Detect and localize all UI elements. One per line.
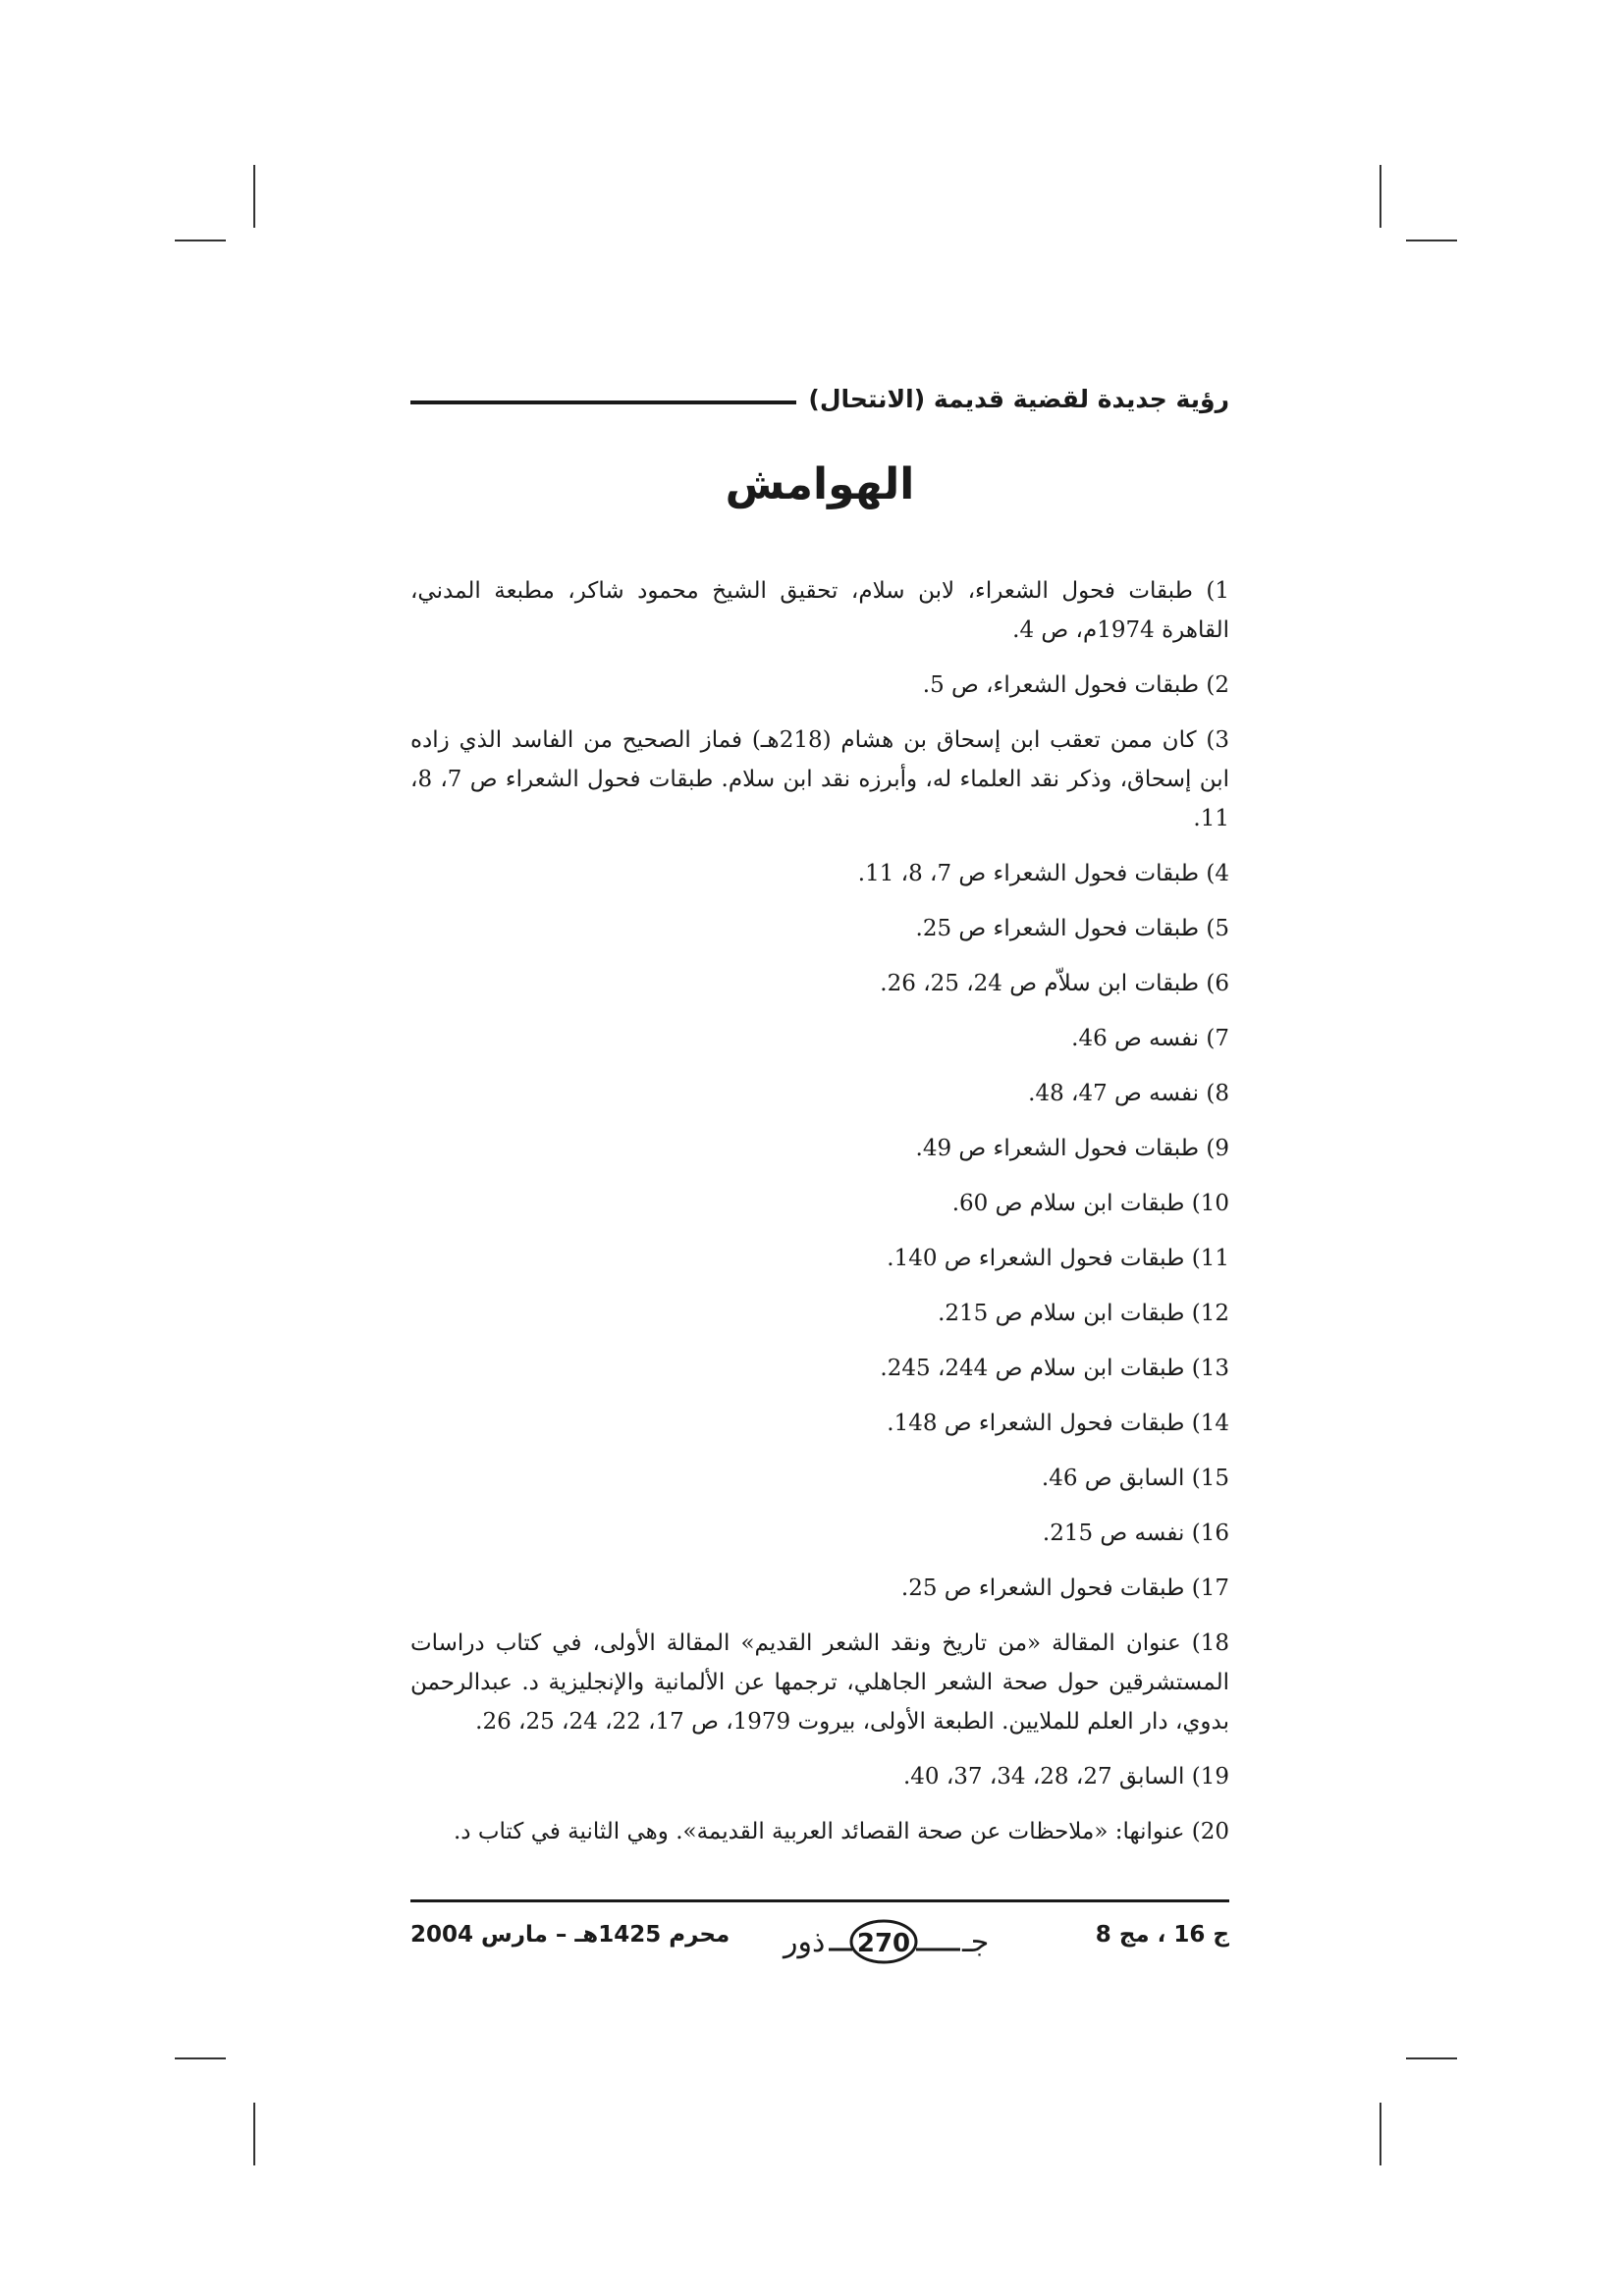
footnote-text: طبقات ابن سلام ص 244، 245. [880,1356,1185,1381]
footnote-item [410,571,1229,650]
footnote-item [410,964,1229,1003]
footnote-text: نفسه ص 47، 48. [1028,1081,1200,1106]
footnote-text: طبقات فحول الشعراء، ص 5. [922,672,1200,698]
journal-logo-right-text: جـ [962,1925,990,1959]
footnote-text: نفسه ص 215. [1042,1521,1185,1546]
footnote-number: 2) [1206,672,1229,698]
footnote-number: 19) [1191,1764,1229,1789]
footnote-text: طبقات فحول الشعراء ص 25. [915,916,1200,941]
footnote-text: طبقات فحول الشعراء ص 140. [887,1246,1185,1271]
footnote-number: 8) [1206,1081,1229,1106]
footnote-number: 12) [1191,1301,1229,1326]
footnote-item [410,666,1229,705]
footnote-item [410,1757,1229,1796]
journal-logo-left-text: ذور [784,1925,826,1959]
footnote-item [410,1184,1229,1223]
footnote-text: السابق ص 46. [1041,1466,1185,1491]
footnote-number: 1) [1206,578,1229,604]
footnote-item [410,1459,1229,1498]
footnote-text: عنوان المقالة «من تاريخ ونقد الشعر القديم» المقالة الأولى، في كتاب دراسات المستشرقين حول صحة الشعر الجاهلي، ترجمها عن الألمانية والإنجليزية د. عبدالرحمن بدوي، دار العلم للملايين. الطبعة الأولى، بيروت 1979، ص 17، 22، 24، 25، 26. [410,1630,1229,1735]
footnote-number: 6) [1206,971,1229,996]
running-head-title: رؤية جديدة لقضية قديمة (الانتحال) [808,384,1229,413]
footnote-text: السابق 27، 28، 34، 37، 40. [902,1764,1185,1789]
crop-mark-top-left-vertical [253,165,255,228]
footnote-text: طبقات فحول الشعراء، لابن سلام، تحقيق الشيخ محمود شاكر، مطبعة المدني، القاهرة 1974م، ص 4. [410,578,1229,643]
footnote-number: 17) [1191,1575,1229,1601]
footnote-text: كان ممن تعقب ابن إسحاق بن هشام (218هـ) فماز الصحيح من الفاسد الذي زاده ابن إسحاق، وذكر نقد العلماء له، وأبرزه نقد ابن سلام. طبقات فحول الشعراء ص 7، 8، 11. [410,727,1230,831]
footnote-item [410,1404,1229,1443]
footnote-number: 20) [1191,1819,1229,1844]
crop-mark-top-left-horizontal [175,240,226,241]
footnote-text: طبقات ابن سلاّم ص 24، 25، 26. [880,971,1200,996]
footnote-text: نفسه ص 46. [1071,1026,1200,1051]
crop-mark-bottom-left-horizontal [175,2057,226,2059]
footnote-item [410,1074,1229,1113]
footnote-item [410,721,1229,838]
footnote-text: طبقات فحول الشعراء ص 7، 8، 11. [857,861,1200,886]
footnote-item [410,1129,1229,1168]
footnote-number: 10) [1191,1191,1229,1216]
footnote-number: 14) [1191,1411,1229,1436]
footnote-item [410,909,1229,948]
footnote-number: 16) [1191,1521,1229,1546]
footnote-item [410,1239,1229,1278]
running-head-rule [410,400,796,404]
publication-date: محرم 1425هـ – مارس 2004 [410,1922,730,1948]
footnote-number: 11) [1191,1246,1229,1271]
footnote-item [410,1514,1229,1553]
footnote-number: 15) [1191,1466,1229,1491]
footnote-item [410,1019,1229,1058]
footnote-item [410,1624,1229,1741]
footnote-item [410,1294,1229,1333]
crop-mark-top-right-vertical [1380,165,1381,228]
issue-volume: ج 16 ، مج 8 [1095,1922,1229,1948]
footnote-number: 5) [1206,916,1229,941]
crop-mark-bottom-left-vertical [253,2103,255,2165]
footnote-number: 18) [1191,1630,1230,1656]
footnote-number: 4) [1206,861,1229,886]
footnote-number: 9) [1206,1136,1229,1161]
footnote-item [410,1812,1229,1851]
journal-logo [764,1914,1000,1969]
footnote-text: طبقات ابن سلام ص 60. [951,1191,1185,1216]
crop-mark-top-right-horizontal [1406,240,1457,241]
footnote-text: طبقات فحول الشعراء ص 148. [887,1411,1185,1436]
footnote-text: طبقات ابن سلام ص 215. [938,1301,1185,1326]
footnote-text: عنوانها: «ملاحظات عن صحة القصائد العربية القديمة». وهي الثانية في كتاب د. [453,1819,1185,1844]
page-number: 270 [856,1929,911,1958]
footnote-number: 7) [1206,1026,1229,1051]
footnote-item [410,1349,1229,1388]
footer-rule [410,1899,1229,1902]
footnote-number: 13) [1191,1356,1229,1381]
footnote-text: طبقات فحول الشعراء ص 25. [900,1575,1185,1601]
footnote-number: 3) [1206,727,1230,753]
running-head [410,379,1229,418]
crop-mark-bottom-right-vertical [1380,2103,1381,2165]
footnotes-list [410,571,1229,1867]
footnote-item [410,854,1229,893]
page-footer [410,1914,1229,1973]
section-title: الهوامش [725,459,915,509]
footnote-item [410,1569,1229,1608]
crop-mark-bottom-right-horizontal [1406,2057,1457,2059]
footnote-text: طبقات فحول الشعراء ص 49. [915,1136,1200,1161]
